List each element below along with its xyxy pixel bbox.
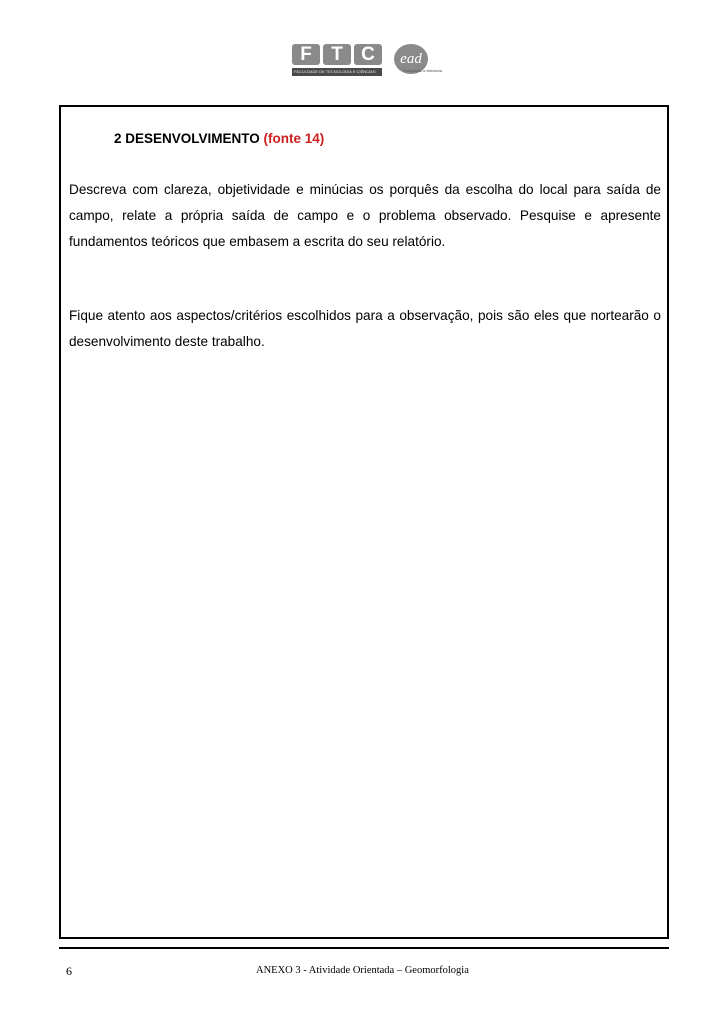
ftc-logo-letters (292, 44, 382, 65)
content-box (59, 105, 669, 939)
ftc-logo-letter-t: T (323, 44, 351, 65)
section-heading-title: 2 DESENVOLVIMENTO (114, 131, 260, 146)
ead-logo (390, 44, 448, 74)
section-heading (114, 131, 324, 146)
ftc-logo-tagline: FACULDADE DE TECNOLOGIA E CIÊNCIAS (292, 68, 382, 76)
ead-logo-tagline: Educação a distância (404, 68, 443, 73)
ftc-logo (292, 44, 382, 76)
paragraph-attention: Fique atento aos aspectos/critérios escolhidos para a observação, pois são eles que nortearão o desenvolvimento deste trabalho. (69, 308, 661, 349)
ftc-logo-letter-f: F (292, 44, 320, 65)
header-logos (292, 44, 448, 80)
page-number: 6 (66, 964, 72, 978)
section-heading-font-note: (fonte 14) (263, 131, 325, 146)
ftc-logo-letter-c: C (354, 44, 382, 65)
paragraph-instructions: Descreva com clareza, objetividade e minúcias os porquês da escolha do local para saída de campo, relate a própria saída de campo e o problema observado. Pesquise e apresente fundamentos teóricos que embasem a escrita do seu relatório. (69, 182, 661, 249)
footer-caption: ANEXO 3 - Atividade Orientada – Geomorfologia (256, 965, 469, 976)
footer-divider (59, 947, 669, 949)
ead-logo-mark: ead (394, 44, 428, 74)
